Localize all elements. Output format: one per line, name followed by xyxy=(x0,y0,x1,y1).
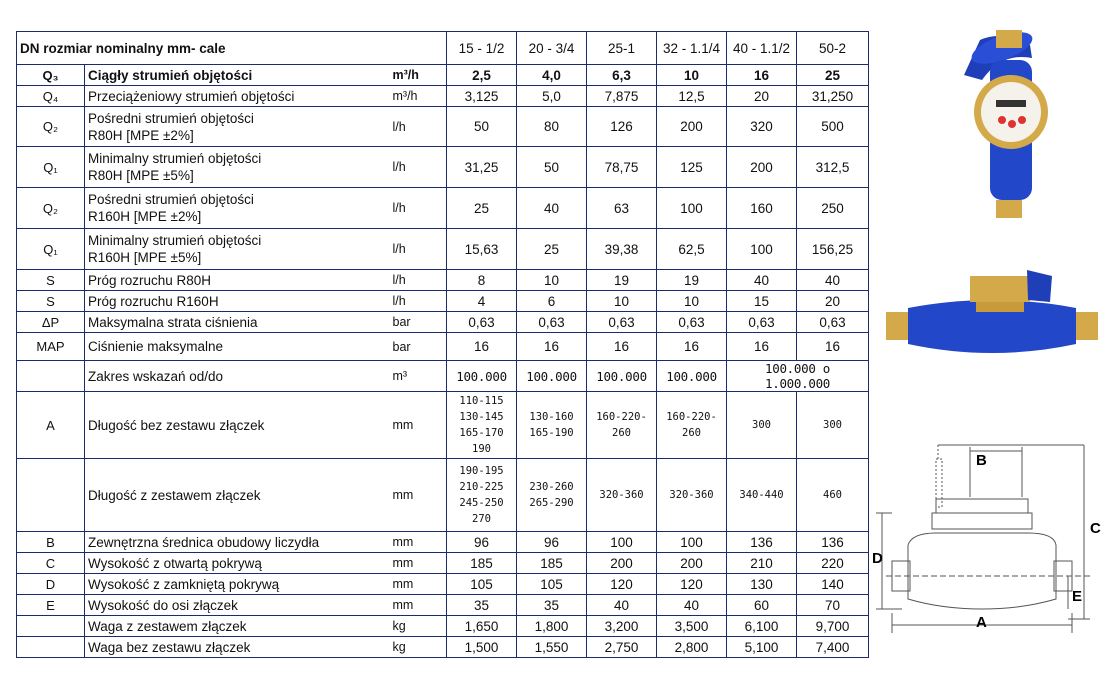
row-symbol: Q₃ xyxy=(17,65,85,86)
size-header: 15 - 1/2 xyxy=(447,32,517,65)
row-unit: m³ xyxy=(391,361,447,392)
row-value: 70 xyxy=(797,595,869,616)
row-value: 100.000 xyxy=(657,361,727,392)
row-symbol xyxy=(17,361,85,392)
row-value: 96 xyxy=(517,532,587,553)
row-value: 96 xyxy=(447,532,517,553)
row-value: 110-115 130-145 165-170 190 xyxy=(447,392,517,459)
row-symbol: Q₂ xyxy=(17,107,85,147)
size-header: 40 - 1.1/2 xyxy=(727,32,797,65)
row-value: 5,0 xyxy=(517,86,587,107)
size-header: 50-2 xyxy=(797,32,869,65)
row-value: 15,63 xyxy=(447,229,517,270)
row-value: 10 xyxy=(657,291,727,312)
row-value: 16 xyxy=(797,333,869,361)
row-value: 185 xyxy=(447,553,517,574)
row-value: 40 xyxy=(657,595,727,616)
row-unit: m³/h xyxy=(391,86,447,107)
row-value: 10 xyxy=(657,65,727,86)
row-symbol: B xyxy=(17,532,85,553)
table-row xyxy=(17,392,869,459)
row-symbol xyxy=(17,459,85,532)
row-value: 16 xyxy=(447,333,517,361)
row-value: 50 xyxy=(447,107,517,147)
row-value: 1,500 xyxy=(447,637,517,658)
row-value: 1,650 xyxy=(447,616,517,637)
row-symbol: MAP xyxy=(17,333,85,361)
row-value: 185 xyxy=(517,553,587,574)
header-title: DN rozmiar nominalny mm- cale xyxy=(17,32,447,65)
row-symbol: C xyxy=(17,553,85,574)
row-name: Próg rozruchu R160H xyxy=(85,291,391,312)
row-value: 130-160 165-190 xyxy=(517,392,587,459)
row-symbol: E xyxy=(17,595,85,616)
table-row xyxy=(17,333,869,361)
row-value: 20 xyxy=(727,86,797,107)
row-unit: mm xyxy=(391,553,447,574)
row-value: 31,25 xyxy=(447,147,517,188)
row-value: 39,38 xyxy=(587,229,657,270)
row-value: 4,0 xyxy=(517,65,587,86)
row-value: 35 xyxy=(447,595,517,616)
row-symbol: A xyxy=(17,392,85,459)
row-symbol xyxy=(17,637,85,658)
label-b: B xyxy=(976,452,987,469)
row-value: 78,75 xyxy=(587,147,657,188)
row-value: 160 xyxy=(727,188,797,229)
row-value: 16 xyxy=(657,333,727,361)
row-value: 16 xyxy=(517,333,587,361)
row-value: 200 xyxy=(657,553,727,574)
row-value: 200 xyxy=(587,553,657,574)
row-value: 200 xyxy=(657,107,727,147)
table-row xyxy=(17,188,869,229)
row-value: 1,550 xyxy=(517,637,587,658)
row-value: 250 xyxy=(797,188,869,229)
row-value: 6,100 xyxy=(727,616,797,637)
spec-table xyxy=(16,31,869,658)
row-value: 156,25 xyxy=(797,229,869,270)
row-value: 0,63 xyxy=(657,312,727,333)
row-unit: mm xyxy=(391,595,447,616)
row-value: 105 xyxy=(447,574,517,595)
row-value: 63 xyxy=(587,188,657,229)
row-value: 5,100 xyxy=(727,637,797,658)
row-value: 3,125 xyxy=(447,86,517,107)
row-value: 19 xyxy=(657,270,727,291)
row-unit: mm xyxy=(391,574,447,595)
row-value: 100.000 xyxy=(447,361,517,392)
row-value: 10 xyxy=(517,270,587,291)
row-value: 220 xyxy=(797,553,869,574)
row-value: 3,200 xyxy=(587,616,657,637)
row-symbol: S xyxy=(17,291,85,312)
row-name: Maksymalna strata ciśnienia xyxy=(85,312,391,333)
row-value: 9,700 xyxy=(797,616,869,637)
size-header: 20 - 3/4 xyxy=(517,32,587,65)
row-name: Próg rozruchu R80H xyxy=(85,270,391,291)
row-unit: m³/h xyxy=(391,65,447,86)
row-unit: mm xyxy=(391,532,447,553)
row-value: 25 xyxy=(797,65,869,86)
row-value: 6 xyxy=(517,291,587,312)
label-c: C xyxy=(1090,520,1101,537)
row-value: 500 xyxy=(797,107,869,147)
row-value: 120 xyxy=(587,574,657,595)
row-name: Wysokość do osi złączek xyxy=(85,595,391,616)
label-d: D xyxy=(872,550,883,567)
row-value: 320-360 xyxy=(657,459,727,532)
table-body xyxy=(17,32,869,658)
row-value: 460 xyxy=(797,459,869,532)
row-symbol: ΔP xyxy=(17,312,85,333)
row-value: 100 xyxy=(657,188,727,229)
row-name: Ciśnienie maksymalne xyxy=(85,333,391,361)
row-value: 4 xyxy=(447,291,517,312)
row-value: 20 xyxy=(797,291,869,312)
row-name: Ciągły strumień objętości xyxy=(85,65,391,86)
row-value: 25 xyxy=(517,229,587,270)
table-row xyxy=(17,616,869,637)
row-value: 312,5 xyxy=(797,147,869,188)
row-value: 7,400 xyxy=(797,637,869,658)
row-unit: l/h xyxy=(391,188,447,229)
row-value: 340-440 xyxy=(727,459,797,532)
row-value: 0,63 xyxy=(447,312,517,333)
row-unit: mm xyxy=(391,459,447,532)
row-value: 0,63 xyxy=(727,312,797,333)
label-a: A xyxy=(976,614,987,631)
row-value: 136 xyxy=(797,532,869,553)
row-value: 320 xyxy=(727,107,797,147)
table-row xyxy=(17,270,869,291)
row-unit: bar xyxy=(391,333,447,361)
table-row xyxy=(17,553,869,574)
row-value: 0,63 xyxy=(797,312,869,333)
row-value: 31,250 xyxy=(797,86,869,107)
row-value: 125 xyxy=(657,147,727,188)
row-name: Minimalny strumień objętości R160H [MPE ±5%] xyxy=(85,229,391,270)
table-row xyxy=(17,361,869,392)
table-row xyxy=(17,291,869,312)
row-value: 16 xyxy=(587,333,657,361)
row-value: 50 xyxy=(517,147,587,188)
header-row xyxy=(17,32,869,65)
row-value: 25 xyxy=(447,188,517,229)
row-value-span: 100.000 o 1.000.000 xyxy=(727,361,869,392)
table-row xyxy=(17,595,869,616)
row-unit: l/h xyxy=(391,270,447,291)
row-value: 62,5 xyxy=(657,229,727,270)
row-name: Waga bez zestawu złączek xyxy=(85,637,391,658)
row-unit: mm xyxy=(391,392,447,459)
right-panel xyxy=(872,0,1114,685)
row-unit: l/h xyxy=(391,229,447,270)
row-value: 0,63 xyxy=(587,312,657,333)
row-name: Długość z zestawem złączek xyxy=(85,459,391,532)
row-name: Pośredni strumień objętości R80H [MPE ±2%] xyxy=(85,107,391,147)
row-symbol: Q₁ xyxy=(17,229,85,270)
row-value: 230-260 265-290 xyxy=(517,459,587,532)
table-row xyxy=(17,86,869,107)
row-unit: l/h xyxy=(391,147,447,188)
row-value: 12,5 xyxy=(657,86,727,107)
table-row xyxy=(17,532,869,553)
row-value: 100.000 xyxy=(587,361,657,392)
row-value: 136 xyxy=(727,532,797,553)
row-value: 8 xyxy=(447,270,517,291)
row-value: 100 xyxy=(657,532,727,553)
row-value: 200 xyxy=(727,147,797,188)
row-value: 3,500 xyxy=(657,616,727,637)
row-unit: l/h xyxy=(391,107,447,147)
row-value: 210 xyxy=(727,553,797,574)
row-value: 1,800 xyxy=(517,616,587,637)
row-value: 300 xyxy=(797,392,869,459)
row-name: Wysokość z zamkniętą pokrywą xyxy=(85,574,391,595)
row-value: 160-220- 260 xyxy=(587,392,657,459)
size-header: 32 - 1.1/4 xyxy=(657,32,727,65)
row-value: 19 xyxy=(587,270,657,291)
label-e: E xyxy=(1072,588,1083,605)
row-value: 160-220- 260 xyxy=(657,392,727,459)
row-value: 6,3 xyxy=(587,65,657,86)
row-name: Długość bez zestawu złączek xyxy=(85,392,391,459)
row-value: 16 xyxy=(727,333,797,361)
table-row xyxy=(17,312,869,333)
row-name: Pośredni strumień objętości R160H [MPE ±2%] xyxy=(85,188,391,229)
row-symbol: S xyxy=(17,270,85,291)
row-value: 100 xyxy=(727,229,797,270)
row-value: 35 xyxy=(517,595,587,616)
table-row xyxy=(17,65,869,86)
row-value: 0,63 xyxy=(517,312,587,333)
row-value: 320-360 xyxy=(587,459,657,532)
row-value: 40 xyxy=(517,188,587,229)
row-value: 16 xyxy=(727,65,797,86)
size-header: 25-1 xyxy=(587,32,657,65)
row-name: Zewnętrzna średnica obudowy liczydła xyxy=(85,532,391,553)
row-unit: bar xyxy=(391,312,447,333)
table-row xyxy=(17,107,869,147)
row-value: 40 xyxy=(587,595,657,616)
row-value: 126 xyxy=(587,107,657,147)
row-value: 300 xyxy=(727,392,797,459)
row-symbol: Q₁ xyxy=(17,147,85,188)
dimension-diagram xyxy=(872,437,1114,637)
row-symbol: Q₂ xyxy=(17,188,85,229)
row-value: 2,5 xyxy=(447,65,517,86)
row-value: 15 xyxy=(727,291,797,312)
row-name: Waga z zestawem złączek xyxy=(85,616,391,637)
row-value: 120 xyxy=(657,574,727,595)
row-symbol xyxy=(17,616,85,637)
meter-photo-side xyxy=(872,262,1114,372)
table-row xyxy=(17,459,869,532)
row-value: 100 xyxy=(587,532,657,553)
table-row xyxy=(17,637,869,658)
table-row xyxy=(17,147,869,188)
row-value: 80 xyxy=(517,107,587,147)
row-value: 40 xyxy=(797,270,869,291)
row-unit: kg xyxy=(391,637,447,658)
table-row xyxy=(17,229,869,270)
meter-photo-top xyxy=(872,0,1114,230)
row-value: 100.000 xyxy=(517,361,587,392)
row-symbol: Q₄ xyxy=(17,86,85,107)
row-unit: l/h xyxy=(391,291,447,312)
row-value: 2,800 xyxy=(657,637,727,658)
row-name: Minimalny strumień objętości R80H [MPE ±5%] xyxy=(85,147,391,188)
row-unit: kg xyxy=(391,616,447,637)
row-value: 40 xyxy=(727,270,797,291)
row-value: 60 xyxy=(727,595,797,616)
row-value: 140 xyxy=(797,574,869,595)
row-value: 130 xyxy=(727,574,797,595)
row-name: Wysokość z otwartą pokrywą xyxy=(85,553,391,574)
row-name: Zakres wskazań od/do xyxy=(85,361,391,392)
row-value: 2,750 xyxy=(587,637,657,658)
row-value: 190-195 210-225 245-250 270 xyxy=(447,459,517,532)
row-value: 10 xyxy=(587,291,657,312)
table-row xyxy=(17,574,869,595)
row-symbol: D xyxy=(17,574,85,595)
row-value: 105 xyxy=(517,574,587,595)
row-value: 7,875 xyxy=(587,86,657,107)
row-name: Przeciążeniowy strumień objętości xyxy=(85,86,391,107)
